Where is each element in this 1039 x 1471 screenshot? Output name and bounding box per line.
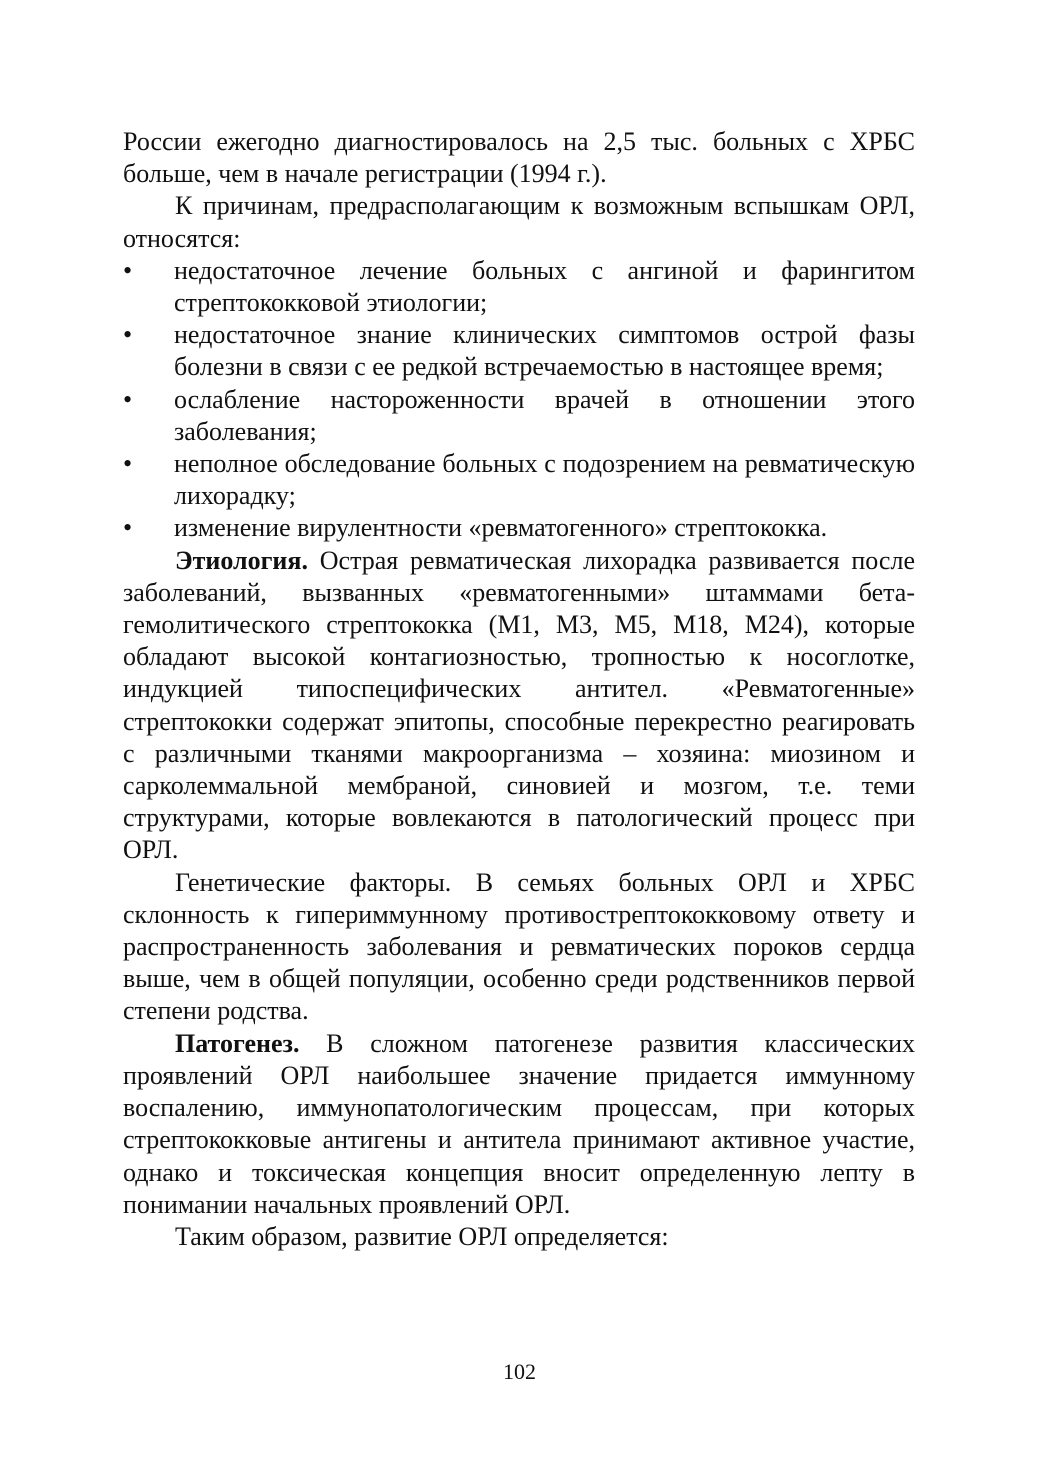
bullet-icon: • xyxy=(123,384,133,414)
list-item-text: неполное обследование больных с подозрением на ревматическую лихорадку; xyxy=(174,449,915,511)
bullet-icon: • xyxy=(123,320,133,350)
bullet-icon: • xyxy=(123,513,133,543)
list-item xyxy=(123,255,915,319)
causes-bullet-list xyxy=(123,255,915,545)
list-item-text: недостаточное лечение больных с ангиной и фарингитом стрептококковой этиологии; xyxy=(174,255,915,318)
page-number: 102 xyxy=(503,1359,536,1384)
bullet-icon: • xyxy=(123,449,133,479)
list-item xyxy=(123,319,915,383)
list-item-text: недостаточное знание клинических симптомов острой фазы болезни в связи с ее редкой встречаемостью в настоящее время; xyxy=(174,320,915,382)
pathogenesis-text: В сложном патогенезе развития классических проявлений ОРЛ наибольшее значение придается иммунному воспалению, иммунопатологическим процессам, при которых стрептококковые антигены и антитела принимают активное участие, однако и токсическая концепция вносит определенную лепту в понимании начальных проявлений ОРЛ. xyxy=(123,1028,915,1219)
list-item xyxy=(123,448,915,512)
paragraph-outbreak-causes: К причинам, предрасполагающим к возможным вспышкам ОРЛ, относятся: xyxy=(123,191,915,253)
paragraph-conclusion: Таким образом, развитие ОРЛ определяется: xyxy=(175,1221,669,1251)
list-item-text: ослабление настороженности врачей в отношении этого заболевания; xyxy=(174,384,915,446)
paragraph-genetic-factors: Генетические факторы. В семьях больных ОРЛ и ХРБС склонность к гипериммунному противострептококковому ответу и распространенность заболевания и ревматических пороков сердца выше, чем в общей популяции, особенно среди родственников первой степени родства. xyxy=(123,867,915,1026)
paragraph-pathogenesis xyxy=(123,1028,915,1221)
list-item-text: изменение вирулентности «ревматогенного» стрептококка. xyxy=(174,513,828,543)
list-item xyxy=(123,512,915,544)
paragraph-etiology xyxy=(123,545,915,867)
etiology-text: Острая ревматическая лихорадка развивается после заболеваний, вызванных «ревматогенными» штаммами бета-гемолитического стрептококка (М1, М3, М5, М18, М24), которые обладают высокой контагиозностью, тропностью к носоглотке, индукцией типоспецифических антител. «Ревматогенные» стрептококки содержат эпитопы, способные перекрестно реагировать с различными тканями макроорганизма – хозяина: миозином и сарколеммальной мембраной, синовией и мозгом, т.е. теми структурами, которые вовлекаются в патологический процесс при ОРЛ. xyxy=(123,545,915,865)
etiology-heading: Этиология. xyxy=(175,545,308,575)
list-item xyxy=(123,384,915,448)
paragraph-russia-statistics: России ежегодно диагностировалось на 2,5 тыс. больных с ХРБС больше, чем в начале регистрации (1994 г.). xyxy=(123,127,915,189)
bullet-icon: • xyxy=(123,255,133,285)
page-body xyxy=(123,126,915,1253)
pathogenesis-heading: Патогенез. xyxy=(175,1028,300,1058)
